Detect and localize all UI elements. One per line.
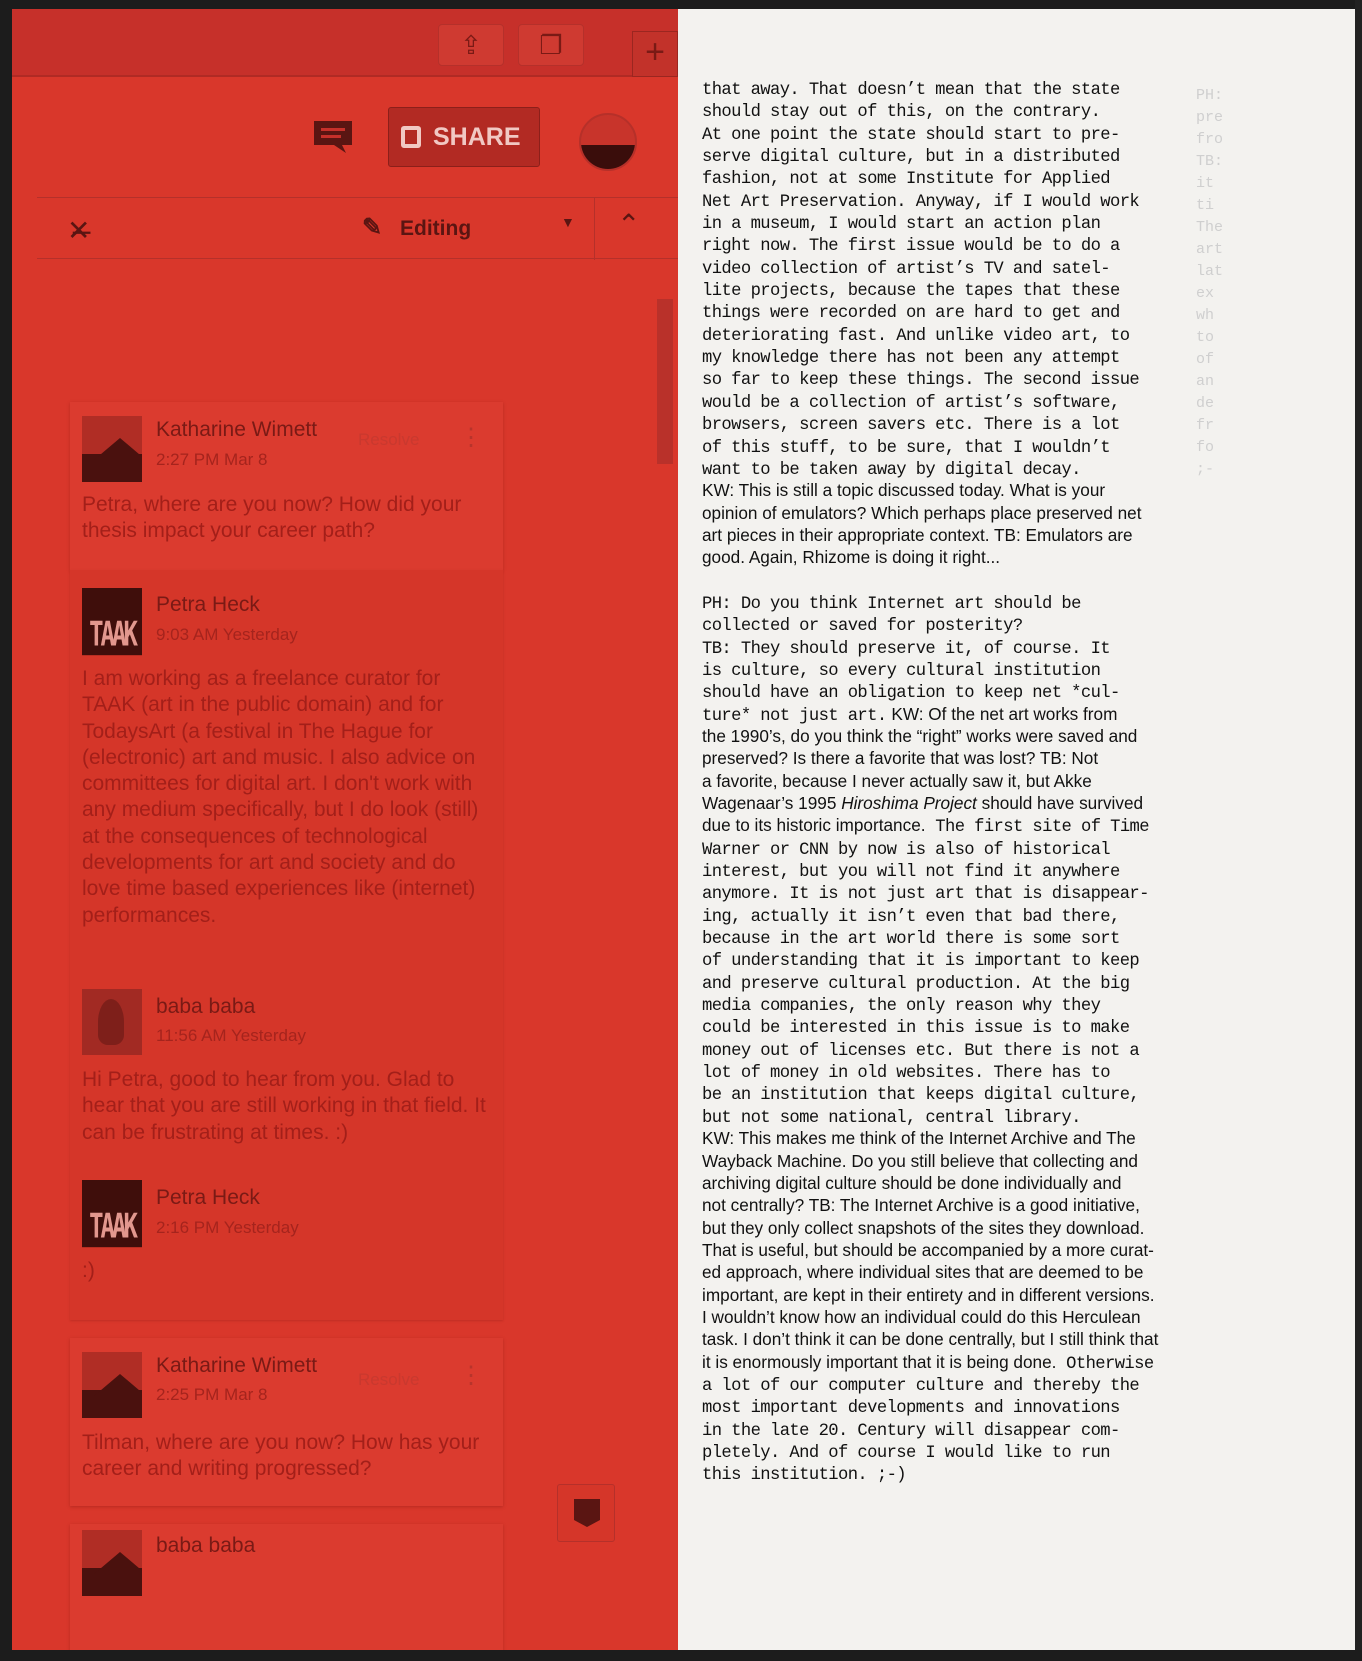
- article-line-text: Otherwise: [1056, 1354, 1154, 1374]
- article-line: [702, 993, 1222, 1015]
- article-line-text: so far to keep these things. The second issue: [702, 371, 1140, 391]
- article-line-text: my knowledge there has not been any attempt: [702, 349, 1120, 369]
- article-line-text: but they only collect snapshots of the sites they download.: [702, 1217, 1145, 1238]
- avatar: [82, 416, 142, 482]
- article-line: [702, 1261, 1222, 1283]
- article-line-text: right now. The first issue would be to do a: [702, 237, 1120, 257]
- article-column: [702, 77, 1222, 1485]
- article-line: [702, 1395, 1222, 1417]
- article-line-text: KW: Of the net art works from: [886, 703, 1118, 724]
- reply-timestamp: 11:56 AM Yesterday: [156, 1026, 306, 1045]
- share-button-label: SHARE: [433, 123, 521, 151]
- comments-scrollbar[interactable]: [657, 299, 673, 464]
- article-line-text: Wagenaar’s 1995: [702, 793, 842, 813]
- article-line-text: it is enormously important that it is being done.: [702, 1351, 1057, 1372]
- article-line: [702, 122, 1222, 144]
- article-line-text: Wayback Machine. Do you still believe that collecting and: [702, 1150, 1138, 1171]
- article-line-text: a lot of our computer culture and thereby the: [702, 1376, 1140, 1396]
- article-line-text: should stay out of this, on the contrary.: [702, 103, 1101, 123]
- article-line: [702, 345, 1222, 367]
- article-line: [702, 770, 1222, 792]
- article-line: [702, 613, 1222, 635]
- article-line-text: in the late 20. Century will disappear com-: [702, 1421, 1120, 1441]
- comment-add-icon: [574, 1499, 600, 1527]
- article-line: [702, 680, 1222, 702]
- article-line-text: Warner or CNN by now is also of historical: [702, 840, 1110, 860]
- comment-card[interactable]: [70, 402, 503, 570]
- article-line-text: The first site of Time: [925, 818, 1149, 838]
- article-line-text: money out of licenses etc. But there is not a: [702, 1041, 1140, 1061]
- comment-text: Tilman, where are you now? How has your career and writing progressed?: [82, 1431, 480, 1481]
- editing-mode-label: Editing: [400, 217, 472, 240]
- article-line: [702, 412, 1222, 434]
- article-line-text: in a museum, I would start an action plan: [702, 215, 1101, 235]
- article-line: [702, 524, 1222, 546]
- add-comment-button[interactable]: [557, 1484, 615, 1542]
- article-line: [702, 77, 1222, 99]
- article-line: [702, 1060, 1222, 1082]
- article-line: [702, 1015, 1222, 1037]
- more-options-icon[interactable]: ⋮: [459, 1362, 483, 1389]
- comments-icon[interactable]: [312, 119, 354, 155]
- article-line: [702, 1462, 1222, 1484]
- article-line: [702, 1082, 1222, 1104]
- article-line: [702, 636, 1222, 658]
- scan-right-edge: [1355, 0, 1362, 1661]
- comment-author: Katharine Wimett: [156, 1354, 318, 1377]
- reply-timestamp: 2:16 PM Yesterday: [156, 1218, 299, 1237]
- article-line-text: KW: This is still a topic discussed today. What is your: [702, 480, 1106, 501]
- article-line-text: Net Art Preservation. Anyway, if I would work: [702, 192, 1140, 212]
- article-line-text: At one point the state should start to pre-: [702, 125, 1120, 145]
- article-line-text: ing, actually it isn’t even that bad there,: [702, 907, 1120, 927]
- article-line: [702, 814, 1222, 836]
- article-line-text: fashion, not at some Institute for Applied: [702, 170, 1110, 190]
- article-line-text: and preserve cultural production. At the big: [702, 974, 1130, 994]
- article-line-text: things were recorded on are hard to get and: [702, 304, 1120, 324]
- reply-text: :): [82, 1259, 95, 1282]
- resolve-button[interactable]: Resolve: [358, 1370, 420, 1389]
- article-line-text: I wouldn’t know how an individual could do this Herculean: [702, 1306, 1141, 1327]
- article-line: [702, 546, 1222, 568]
- article-line: [702, 1418, 1222, 1440]
- lock-icon: [401, 126, 421, 148]
- article-line-text: collected or saved for posterity?: [702, 617, 1023, 637]
- reply-text: Hi Petra, good to hear from you. Glad to hear that you are still working in that field. It can be frustrating at times. :): [82, 1068, 486, 1144]
- article-line-text: opinion of emulators? Which perhaps place preserved net: [702, 502, 1142, 523]
- article-line: [702, 1440, 1222, 1462]
- avatar: TAAK: [82, 1180, 142, 1247]
- article-line-text: art pieces in their appropriate context. TB: Emulators are: [702, 524, 1133, 545]
- scan-bottom-edge: [0, 1650, 1362, 1661]
- toolbar-divider: [594, 198, 595, 260]
- duplicate-window-icon[interactable]: ❐: [518, 24, 584, 66]
- article-line: [702, 278, 1222, 300]
- article-line: [702, 479, 1222, 501]
- article-line-text: lite projects, because the tapes that these: [702, 282, 1120, 302]
- article-line: [702, 166, 1222, 188]
- article-line: [702, 837, 1222, 859]
- article-line-text: the 1990’s, do you think the “right” works were saved and: [702, 725, 1138, 746]
- article-line-text: because in the art world there is some sort: [702, 930, 1120, 950]
- article-line: [702, 323, 1222, 345]
- reply-author: Petra Heck: [156, 593, 260, 616]
- share-button[interactable]: [388, 107, 540, 167]
- article-line: [702, 99, 1222, 121]
- article-line: [702, 926, 1222, 948]
- clear-formatting-icon[interactable]: ✕̶: [67, 215, 91, 246]
- article-line: [702, 658, 1222, 680]
- article-line: [702, 859, 1222, 881]
- article-line: [702, 971, 1222, 993]
- article-line-text: but not some national, central library.: [702, 1108, 1081, 1128]
- comment-author: baba baba: [156, 1534, 256, 1557]
- article-line-text: that away. That doesn’t mean that the state: [702, 81, 1120, 100]
- chevron-down-icon[interactable]: ▼: [561, 214, 575, 230]
- share-window-icon[interactable]: ⇪: [438, 24, 504, 66]
- article-line-text: pletely. And of course I would like to run: [702, 1443, 1110, 1463]
- new-tab-icon[interactable]: +: [632, 31, 678, 77]
- article-line-text: TB: They should preserve it, of course. It: [702, 639, 1110, 659]
- article-line-text: PH: Do you think Internet art should be: [702, 594, 1081, 614]
- article-line: [702, 300, 1222, 322]
- article-line-text: media companies, the only reason why they: [702, 997, 1101, 1017]
- article-line: [702, 1127, 1222, 1149]
- reply-text: I am working as a freelance curator for TAAK (art in the public domain) and for TodaysArt (a festival in The Hague for (electronic) art and music. I also advice on committees for digital art. I don't work with any medium specifically, but I do look (still) at the consequences of technological developments for art and society and do love time based experiences like (internet) performances.: [82, 667, 479, 927]
- article-line: [702, 1038, 1222, 1060]
- reply-author: baba baba: [156, 995, 256, 1018]
- article-line: [702, 1328, 1222, 1350]
- article-line-text: of this stuff, to be sure, that I wouldn’t: [702, 438, 1110, 458]
- article-line-text: lot of money in old websites. There has to: [702, 1064, 1110, 1084]
- reply-thread: [70, 570, 503, 1320]
- article-line: [702, 725, 1222, 747]
- article-line-text: video collection of artist’s TV and satel-: [702, 259, 1110, 279]
- article-line-text: would be a collection of artist’s software,: [702, 393, 1120, 413]
- more-options-icon[interactable]: ⋮: [459, 424, 483, 451]
- article-line: [702, 747, 1222, 769]
- article-line: [702, 435, 1222, 457]
- article-line: [702, 1284, 1222, 1306]
- comment-timestamp: 2:27 PM Mar 8: [156, 450, 268, 469]
- article-line: [702, 1150, 1222, 1172]
- article-line: [702, 1194, 1222, 1216]
- article-line-text: preserved? Is there a favorite that was lost? TB: Not: [702, 748, 1099, 769]
- reply-timestamp: 9:03 AM Yesterday: [156, 625, 298, 644]
- window-chrome-bar: [12, 9, 678, 77]
- avatar: [82, 989, 142, 1055]
- article-line: [702, 390, 1222, 412]
- article-line: [702, 457, 1222, 479]
- avatar: [82, 1352, 142, 1418]
- article-line-text: task. I don’t think it can be done centrally, but I still think that: [702, 1329, 1159, 1350]
- article-line: [702, 881, 1222, 903]
- bleed-through-text: PH: pre fro TB: it ti The art lat ex wh to of an de fr fo ;-: [1196, 87, 1224, 478]
- resolve-button[interactable]: Resolve: [358, 430, 420, 449]
- comment-text: Petra, where are you now? How did your thesis impact your career path?: [82, 493, 462, 543]
- article-line: [702, 211, 1222, 233]
- article-line-text: due to its historic importance.: [702, 815, 926, 836]
- comment-author: Katharine Wimett: [156, 418, 318, 441]
- article-line-text: That is useful, but should be accompanied by a more curat-: [702, 1239, 1154, 1260]
- article-line: [702, 948, 1222, 970]
- article-line: [702, 904, 1222, 926]
- article-line-italic: Hiroshima Project: [841, 793, 977, 813]
- editing-toolbar: [37, 197, 678, 259]
- article-line: [702, 1105, 1222, 1127]
- article-line-text: interest, but you will not find it anywhere: [702, 863, 1120, 883]
- article-line-text: of understanding that it is important to keep: [702, 952, 1140, 972]
- comment-timestamp: 2:25 PM Mar 8: [156, 1385, 268, 1404]
- article-line: [702, 591, 1222, 613]
- article-line-text: archiving digital culture should be done individually and: [702, 1172, 1122, 1193]
- reply-author: Petra Heck: [156, 1186, 260, 1209]
- article-line-text: most important developments and innovations: [702, 1399, 1120, 1419]
- comment-card[interactable]: [70, 1524, 503, 1650]
- article-line-text: KW: This makes me think of the Internet Archive and The: [702, 1128, 1136, 1149]
- article-line: [702, 569, 1222, 591]
- collapse-toolbar-icon[interactable]: ⌃: [617, 209, 641, 240]
- article-line-text: want to be taken away by digital decay.: [702, 460, 1081, 480]
- article-line-text: ed approach, where individual sites that are deemed to be: [702, 1262, 1144, 1283]
- article-line: [702, 233, 1222, 255]
- scan-left-edge: [0, 0, 12, 1661]
- article-line-text: deteriorating fast. And unlike video art, to: [702, 326, 1130, 346]
- article-line-text: is culture, so every cultural institution: [702, 661, 1101, 681]
- article-line: [702, 256, 1222, 278]
- article-line-text: not centrally? TB: The Internet Archive is a good initiative,: [702, 1195, 1140, 1216]
- article-line: [702, 189, 1222, 211]
- comment-card[interactable]: [70, 1338, 503, 1506]
- article-line-text: a favorite, because I never actually saw it, but Akke: [702, 770, 1092, 791]
- article-line-text: should have an obligation to keep net *cul-: [702, 684, 1120, 704]
- article-line-text: should have survived: [976, 793, 1144, 813]
- article-line-text: could be interested in this issue is to make: [702, 1019, 1130, 1039]
- editing-mode-dropdown[interactable]: [362, 210, 471, 246]
- comments-panel: [12, 9, 678, 1650]
- article-line-text: ture* not just art.: [702, 706, 887, 726]
- article-line: [702, 502, 1222, 524]
- article-line-text: be an institution that keeps digital culture,: [702, 1086, 1140, 1106]
- pencil-icon: ✎: [362, 214, 383, 241]
- article-line: [702, 144, 1222, 166]
- article-line: [702, 367, 1222, 389]
- article-line: [702, 1217, 1222, 1239]
- account-avatar[interactable]: [579, 113, 637, 171]
- article-line-text: serve digital culture, but in a distributed: [702, 148, 1120, 168]
- article-line: [702, 1239, 1222, 1261]
- article-line-text: anymore. It is not just art that is disappear-: [702, 885, 1149, 905]
- article-line: [702, 1373, 1222, 1395]
- article-line: [702, 703, 1222, 725]
- article-line: [702, 1172, 1222, 1194]
- avatar: [82, 1530, 142, 1596]
- article-line-text: good. Again, Rhizome is doing it right...: [702, 547, 1001, 568]
- article-line: [702, 1351, 1222, 1373]
- article-line: [702, 1306, 1222, 1328]
- article-line: [702, 792, 1222, 814]
- scan-top-edge: [0, 0, 1362, 9]
- avatar: TAAK: [82, 588, 142, 655]
- article-line-text: important, are kept in their entirety and in different versions.: [702, 1284, 1155, 1305]
- article-line-text: this institution. ;-): [702, 1466, 906, 1486]
- article-line-text: browsers, screen savers etc. There is a lot: [702, 416, 1120, 436]
